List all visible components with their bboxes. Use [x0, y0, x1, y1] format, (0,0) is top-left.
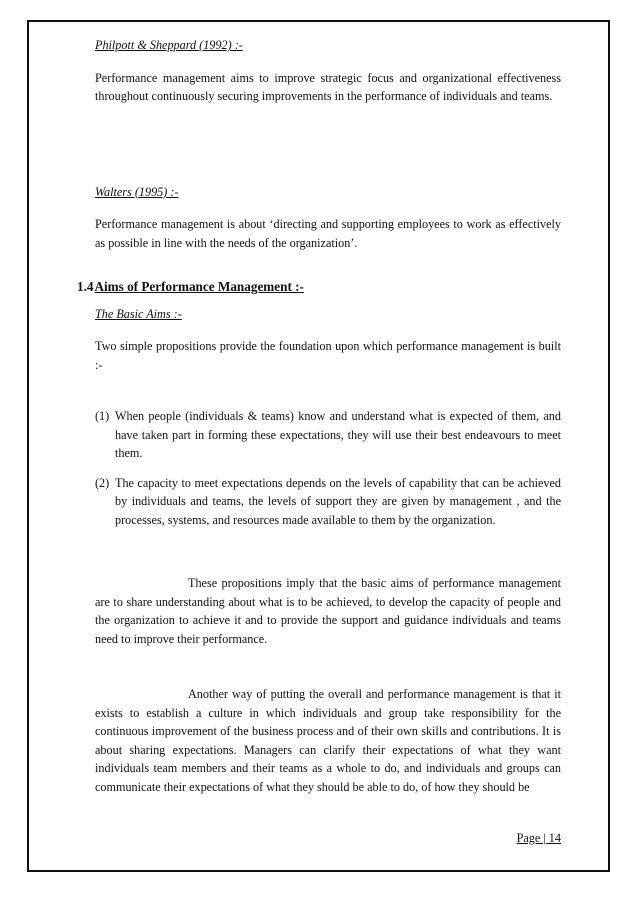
subheading-basic-aims: The Basic Aims :-: [95, 306, 182, 321]
definition-text-philpott: Performance management aims to improve strategic focus and organizational effectiveness throughout continuously securing improvements in the performance of individuals and teams.: [95, 70, 561, 103]
section-title: Aims of Performance Management :-: [94, 279, 304, 294]
propositions-list: [95, 407, 561, 529]
page-number: Page | 14: [516, 831, 561, 845]
propositions-intro: Two simple propositions provide the foundation upon which performance management is built :-: [95, 339, 561, 372]
list-item-text: The capacity to meet expectations depends on the levels of capability that can be achieved by individuals and teams, the levels of support they are given by management , and the processes, systems, and resources made available to them by the organization.: [115, 475, 561, 527]
section-heading: [77, 278, 543, 297]
list-marker: (2): [95, 475, 110, 490]
list-item-text: When people (individuals & teams) know and understand what is expected of them, and have taken part in forming these expectations, they will use their best endeavours to meet them.: [115, 409, 561, 460]
list-item: [95, 474, 561, 530]
list-item: [95, 407, 561, 463]
definition-author-philpott: Philpott & Sheppard (1992) :-: [95, 38, 243, 52]
paragraph-basic-aims: These propositions imply that the basic aims of performance management are to share understanding about what is to be achieved, to develop the capacity of people and the organization to achieve it and to provide the support and guidance individuals and teams need to improve their performance.: [95, 576, 561, 646]
section-number: 1.4: [77, 279, 94, 294]
list-marker: (1): [95, 409, 110, 423]
paragraph-culture: Another way of putting the overall and performance management is that it exists to establish a culture in which individuals and group take responsibility for the continuous improvement of the business process and of their own skills and contributions. It is about sharing expectations. Managers can clarify their expectations of what they want individuals team members and their teams as a whole to do, and individuals and groups can communicate their expectations of what they should be able to do, of how they should be: [95, 687, 561, 794]
definition-author-walters: Walters (1995) :-: [95, 184, 179, 199]
definition-text-walters: Performance management is about ‘directing and supporting employees to work as effectively as possible in line with the needs of the organization’.: [95, 217, 561, 250]
document-body: [77, 36, 561, 796]
